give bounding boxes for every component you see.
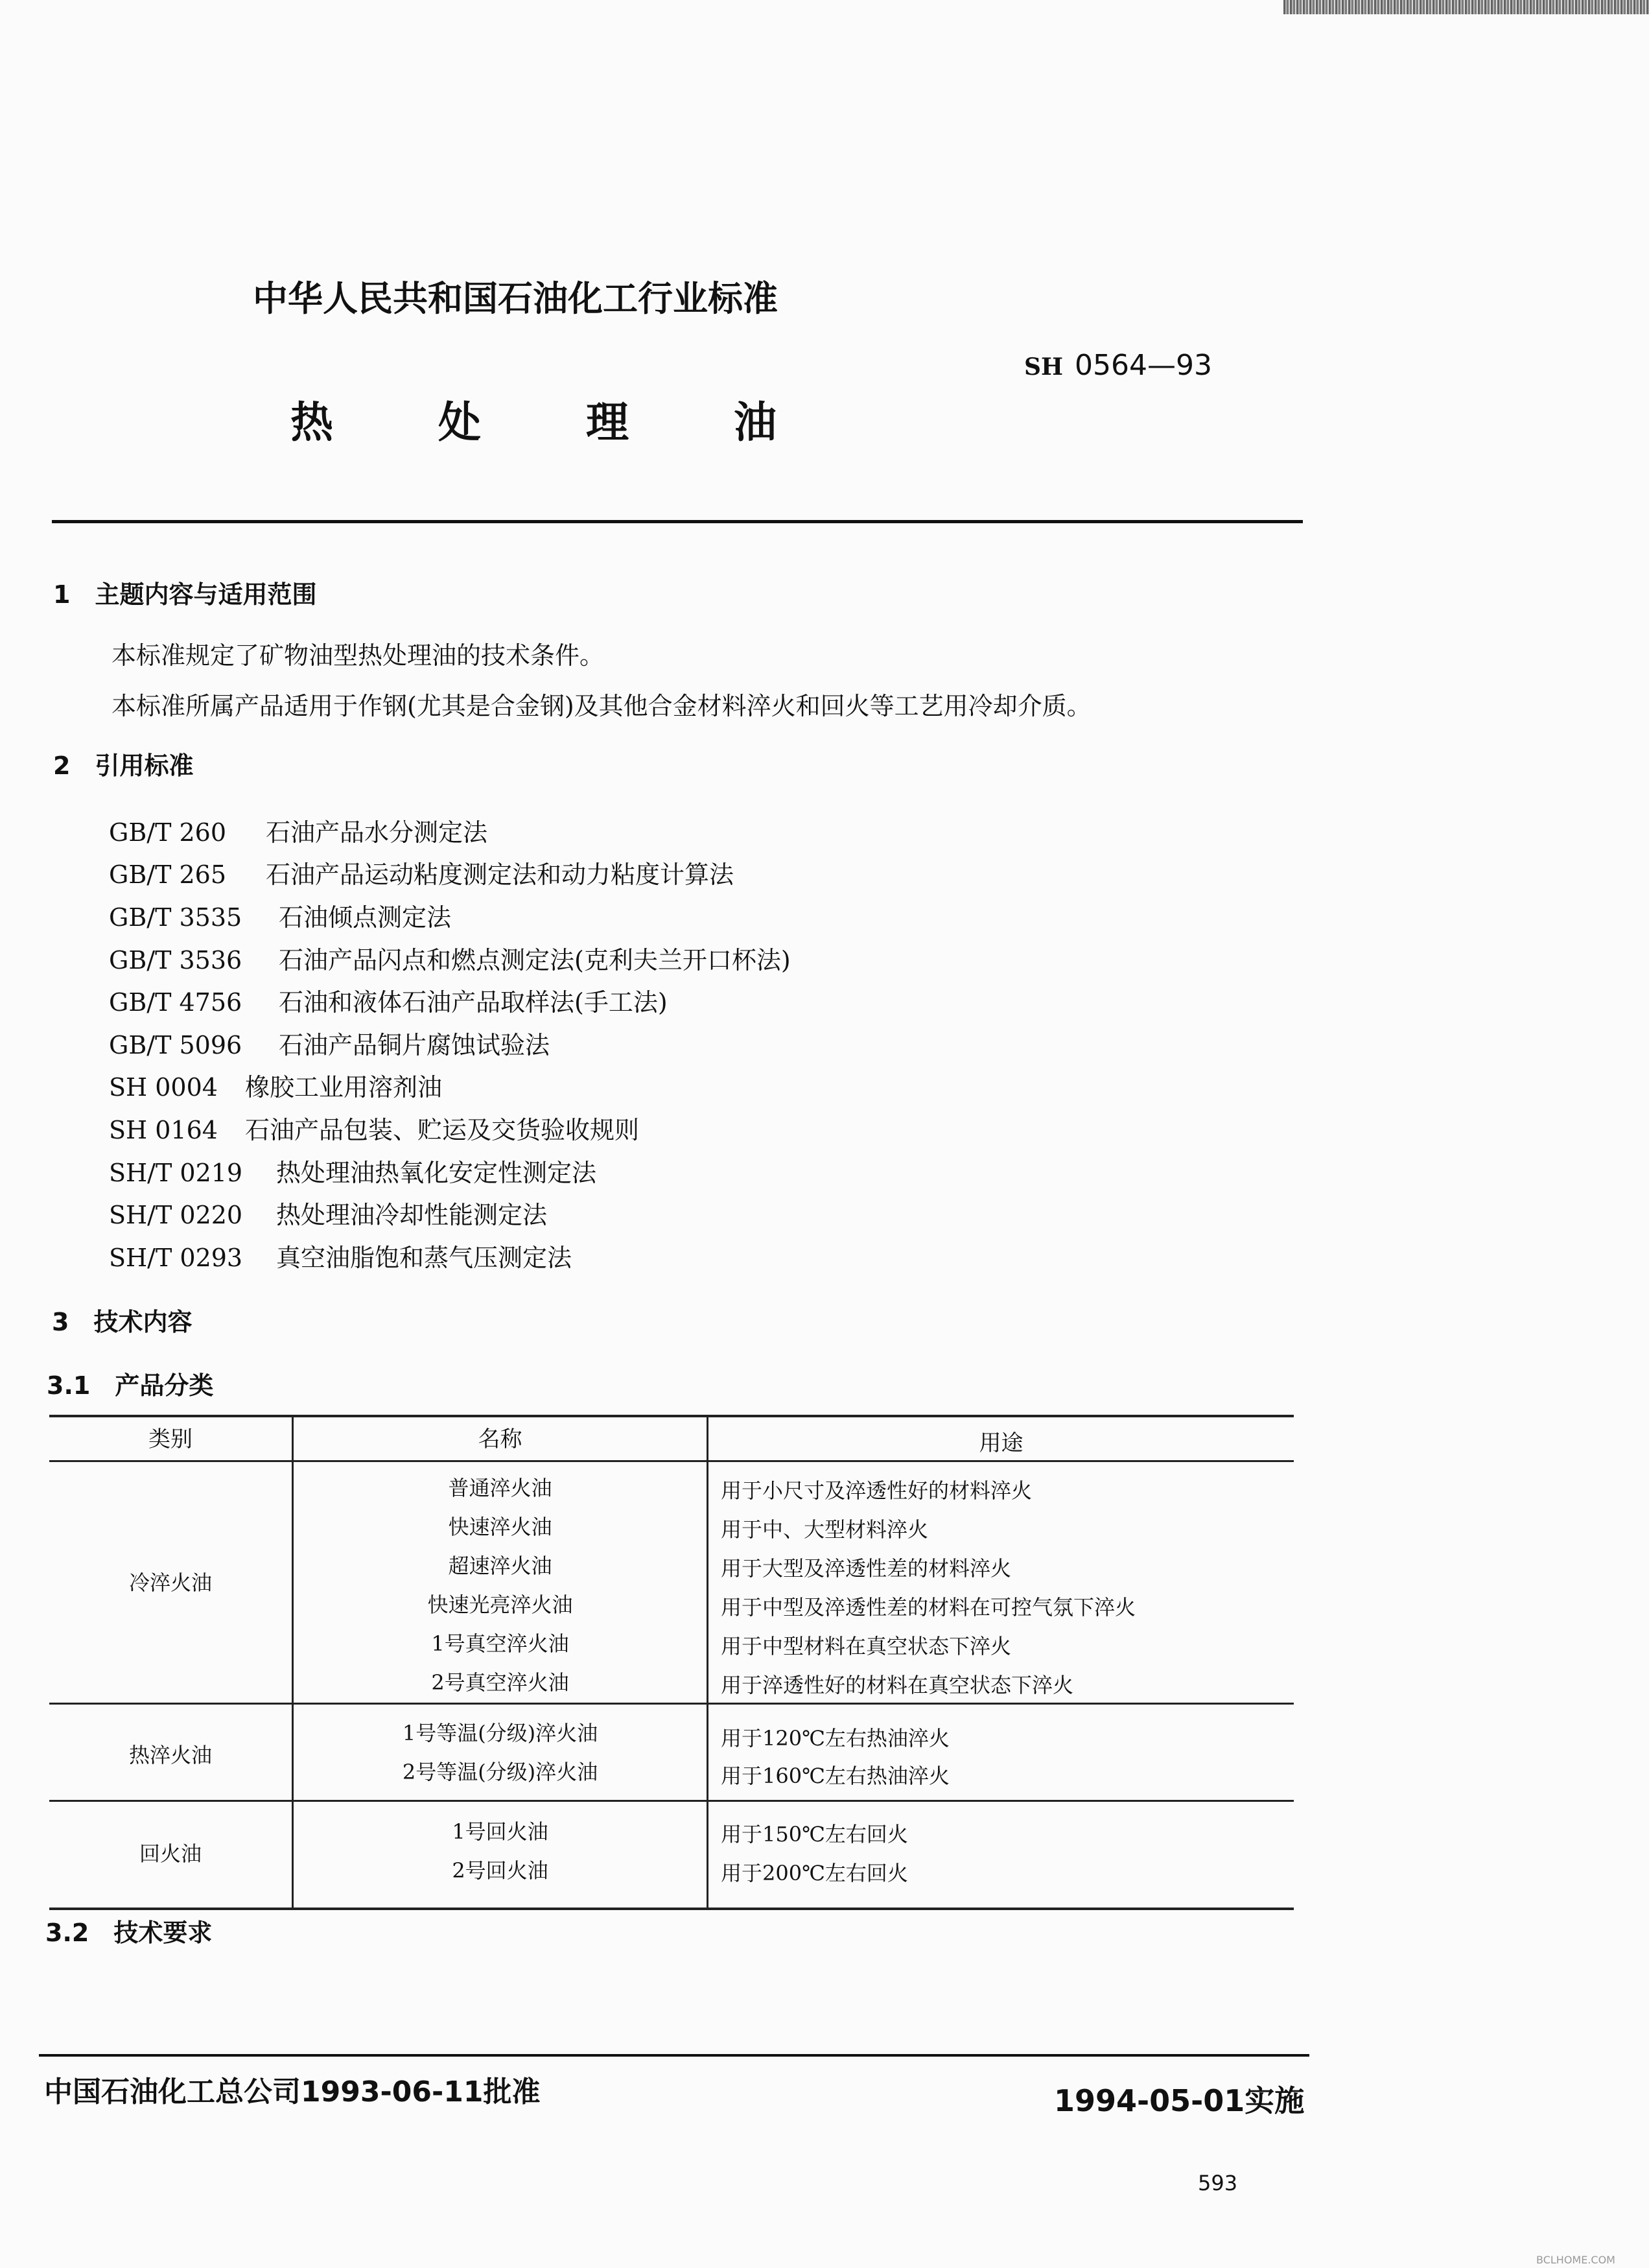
standard-prefix: SH (1024, 353, 1064, 381)
table-bottom-rule (49, 1908, 1294, 1910)
table-cell-name: 2号等温(分级)淬火油 (402, 1760, 598, 1784)
section-2-heading: 2 引用标准 (53, 751, 194, 780)
reference-item (109, 897, 451, 933)
reference-item (109, 812, 487, 848)
table-category: 热淬火油 (128, 1743, 212, 1767)
reference-code: GB/T 260 (109, 818, 227, 847)
org-title: 中华人民共和国石油化工行业标准 (253, 278, 778, 319)
reference-title: 石油产品铜片腐蚀试验法 (279, 1031, 550, 1059)
table-cell-use: 用于200℃左右回火 (721, 1861, 908, 1885)
reference-title: 石油倾点测定法 (279, 903, 452, 932)
footer-divider (39, 2054, 1309, 2057)
product-classification-table (49, 1415, 1294, 1910)
table-cell-use: 用于淬透性好的材料在真空状态下淬火 (721, 1673, 1074, 1697)
table-cell-name: 1号回火油 (452, 1819, 548, 1844)
table-cell-use: 用于160℃左右热油淬火 (721, 1764, 950, 1788)
table-header-category: 类别 (148, 1426, 193, 1452)
table-cell-use: 用于小尺寸及淬透性好的材料淬火 (721, 1478, 1033, 1503)
reference-title: 石油和液体石油产品取样法(手工法) (279, 988, 668, 1017)
table-cell-name: 普通淬火油 (448, 1476, 552, 1500)
section-1-heading: 1 主题内容与适用范围 (53, 580, 317, 609)
title-char: 理 (586, 397, 629, 447)
reference-title: 橡胶工业用溶剂油 (245, 1073, 443, 1102)
reference-item (109, 982, 668, 1018)
header-divider (52, 520, 1303, 523)
reference-title: 热处理油热氧化安定性测定法 (276, 1159, 597, 1187)
title-char: 油 (734, 397, 777, 447)
table-cell-name: 快速淬火油 (448, 1515, 552, 1539)
table-group-rule (49, 1800, 1294, 1802)
section-3-1-heading: 3.1 产品分类 (47, 1371, 214, 1400)
reference-code: GB/T 265 (109, 860, 227, 889)
reference-title: 石油产品包装、贮运及交货验收规则 (245, 1116, 640, 1144)
table-category: 冷淬火油 (128, 1570, 212, 1595)
table-top-rule (49, 1415, 1294, 1417)
reference-title: 石油产品水分测定法 (266, 818, 488, 847)
table-cell-name: 快速光亮淬火油 (427, 1592, 573, 1617)
table-cell-name: 2号回火油 (452, 1858, 548, 1883)
table-cell-use: 用于中型及淬透性差的材料在可控气氛下淬火 (721, 1595, 1136, 1620)
reference-code: SH/T 0293 (109, 1244, 243, 1272)
reference-item (109, 1238, 572, 1273)
title-char: 处 (438, 397, 481, 447)
approval-line: 中国石油化工总公司1993-06-11批准 (44, 2075, 541, 2109)
standard-code (1024, 349, 1212, 382)
reference-item (109, 940, 791, 976)
reference-item (109, 1153, 596, 1188)
reference-code: SH/T 0219 (109, 1159, 243, 1187)
table-cell-name: 1号真空淬火油 (431, 1631, 569, 1656)
section-3-2-heading: 3.2 技术要求 (45, 1919, 213, 1947)
table-header-rule (49, 1460, 1294, 1462)
standard-number: 0564—93 (1075, 349, 1212, 382)
table-cell-use: 用于120℃左右热油淬火 (721, 1726, 950, 1751)
section-1-para: 本标准规定了矿物油型热处理油的技术条件。 (111, 641, 605, 670)
reference-code: SH 0004 (109, 1073, 218, 1102)
section-3-heading: 3 技术内容 (52, 1308, 193, 1336)
reference-title: 石油产品闪点和燃点测定法(克利夫兰开口杯法) (279, 946, 791, 975)
reference-item (109, 1195, 547, 1231)
reference-item (109, 1025, 550, 1061)
table-header-name: 名称 (478, 1426, 522, 1452)
document-title (290, 388, 882, 449)
reference-code: GB/T 3536 (109, 946, 242, 975)
table-cell-name: 2号真空淬火油 (431, 1670, 569, 1695)
reference-code: SH 0164 (109, 1116, 218, 1144)
title-char: 热 (290, 397, 333, 447)
reference-code: GB/T 3535 (109, 903, 242, 932)
effective-date: 1994-05-01实施 (1054, 2083, 1305, 2118)
reference-title: 热处理油冷却性能测定法 (276, 1201, 548, 1229)
reference-item (109, 1110, 639, 1146)
reference-code: GB/T 4756 (109, 988, 242, 1017)
scan-artifact (1283, 0, 1649, 14)
reference-code: SH/T 0220 (109, 1201, 243, 1229)
watermark: BCLHOME.COM (1536, 2254, 1615, 2266)
reference-title: 石油产品运动粘度测定法和动力粘度计算法 (266, 860, 734, 889)
section-1-para: 本标准所属产品适用于作钢(尤其是合金钢)及其他合金材料淬火和回火等工艺用冷却介质。 (111, 692, 1092, 720)
page-number: 593 (1198, 2171, 1238, 2195)
table-cell-use: 用于大型及淬透性差的材料淬火 (721, 1556, 1012, 1581)
reference-title: 真空油脂饱和蒸气压测定法 (276, 1244, 572, 1272)
table-category: 回火油 (139, 1841, 202, 1866)
table-cell-name: 1号等温(分级)淬火油 (402, 1721, 598, 1745)
table-cell-use: 用于150℃左右回火 (721, 1822, 908, 1847)
table-column-rule (707, 1415, 708, 1910)
table-cell-use: 用于中、大型材料淬火 (721, 1517, 929, 1542)
table-cell-name: 超速淬火油 (448, 1553, 552, 1578)
reference-item (109, 1067, 442, 1103)
reference-item (109, 855, 734, 890)
reference-code: GB/T 5096 (109, 1031, 242, 1059)
table-cell-use: 用于中型材料在真空状态下淬火 (721, 1634, 1012, 1659)
table-group-rule (49, 1703, 1294, 1705)
table-header-use: 用途 (979, 1430, 1023, 1456)
